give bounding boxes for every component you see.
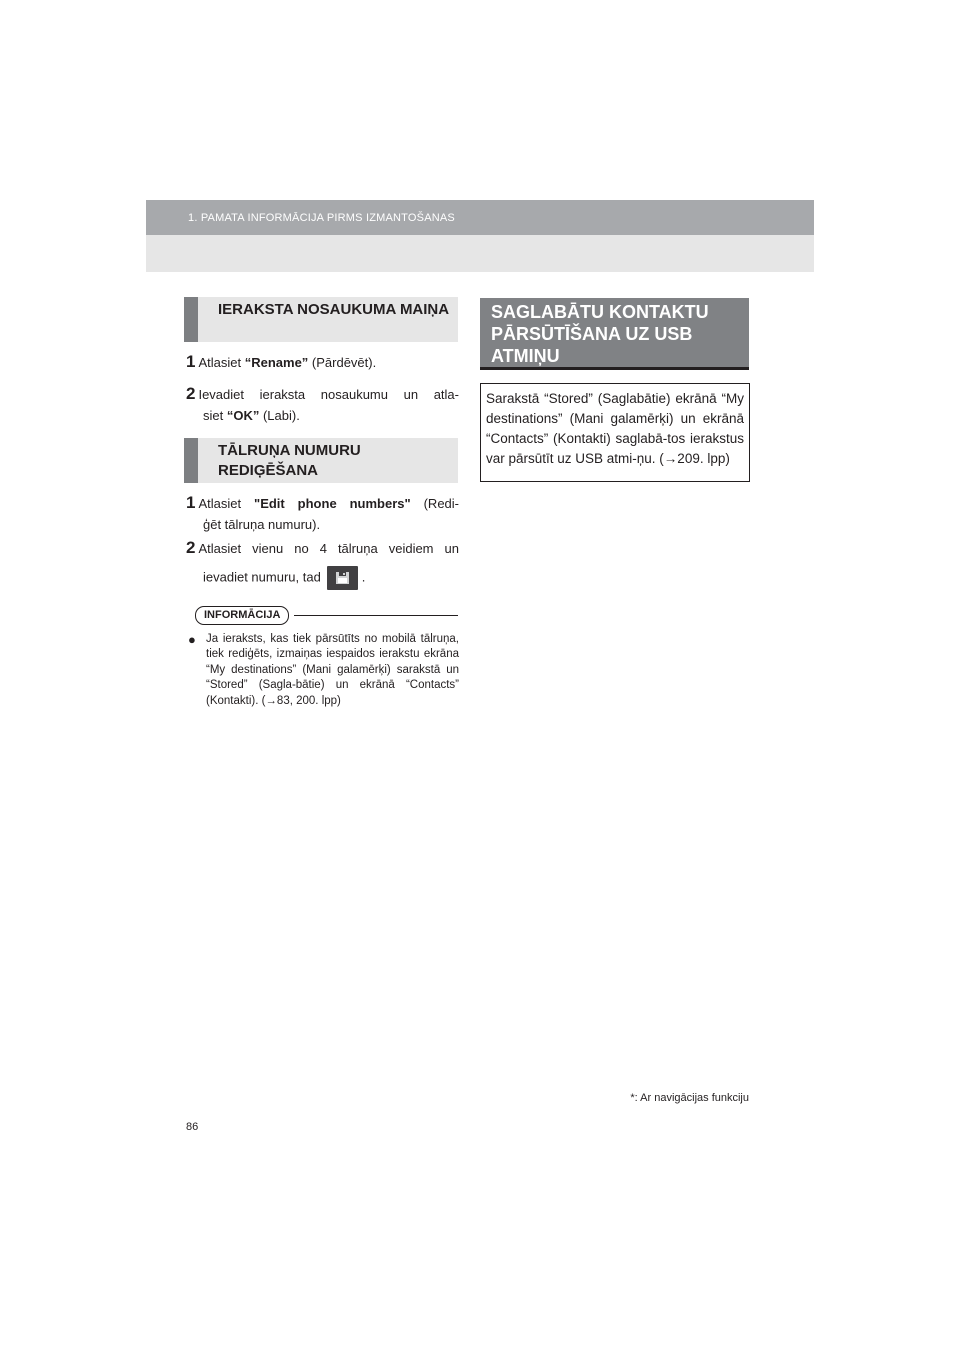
step-rename-2 (186, 384, 459, 425)
footnote: *: Ar navigācijas funkciju (630, 1092, 749, 1104)
step-text: (Labi). (259, 408, 300, 423)
section-heading-usb (480, 298, 749, 370)
info-divider (294, 615, 458, 616)
step-text: siet (203, 408, 227, 423)
step-edit-2 (186, 538, 459, 590)
step-text: Atlasiet vienu no 4 tālruņa veidiem un (198, 541, 459, 556)
step-keyword: “Rename” (244, 355, 309, 370)
usb-description-text: Sarakstā “Stored” (Saglabātie) ekrānā “My destinations” (Mani galamērķi) un ekrānā “Contacts” (Kontakti) saglabā-tos ierakstus var pārsūtīt uz USB atmi-ņu. (→209. lpp) (486, 391, 744, 466)
chapter-strip (146, 200, 814, 235)
step-text: Ievadiet ieraksta nosaukumu un atla- (198, 387, 459, 402)
step-edit-1 (186, 493, 459, 534)
header-band (146, 200, 814, 272)
save-icon (327, 566, 358, 590)
bullet-icon: ● (188, 632, 196, 647)
usb-description-box (480, 383, 750, 482)
info-text: Ja ieraksts, kas tiek pārsūtīts no mobilā tālruņa, tiek rediģēts, izmaiņas iespaidos ierakstu ekrāna “My destinations” (Mani galamērķi) sarakstā un “Stored” (Sagla-bātie) un ekrānā “Contacts” (Kontakti). (→83, 200. lpp) (206, 633, 459, 707)
section-title: IERAKSTA NOSAUKUMA MAIŅA (218, 301, 450, 318)
step-number: 1 (186, 352, 196, 371)
info-label: INFORMĀCIJA (195, 606, 289, 625)
section-title: SAGLABĀTU KONTAKTU PĀRSŪTĪŠANA UZ USB ATMIŅU (491, 302, 709, 366)
step-text: ievadiet numuru, tad (203, 569, 321, 585)
step-text: (Pārdēvēt). (308, 355, 377, 370)
step-text: . (361, 569, 366, 585)
step-number: 1 (186, 493, 196, 512)
step-number: 2 (186, 538, 196, 557)
section-heading-rename (184, 297, 458, 342)
page-number: 86 (186, 1121, 199, 1133)
step-number: 2 (186, 384, 196, 403)
step-text: (Redi- (410, 496, 459, 511)
info-body (188, 632, 459, 709)
step-keyword: “OK” (226, 408, 260, 423)
step-keyword: "Edit phone numbers" (254, 496, 411, 511)
step-rename-1 (186, 352, 376, 372)
step-text: Atlasiet (198, 355, 245, 370)
section-title: TĀLRUŅA NUMURU REDIĢĒŠANA (218, 442, 361, 479)
chapter-title: 1. PAMATA INFORMĀCIJA PIRMS IZMANTOŠANAS (188, 212, 455, 224)
step-text: Atlasiet (198, 496, 255, 511)
step-text: ģēt tālruņa numuru). (203, 517, 321, 532)
section-heading-edit-phone (184, 438, 458, 483)
